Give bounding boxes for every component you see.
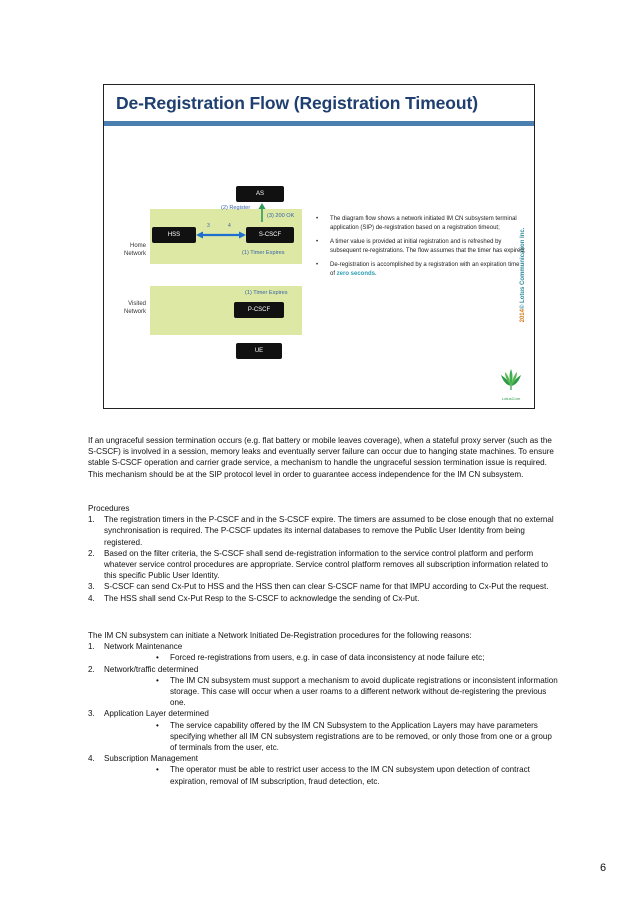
page-number: 6 xyxy=(600,862,607,874)
node-s-cscf: S-CSCF xyxy=(246,227,294,243)
procedure-item: 4. The HSS shall send Cx-Put Resp to the S-CSCF to acknowledge the sending of Cx-Put. xyxy=(88,593,420,603)
bullet-icon: • xyxy=(316,262,319,269)
reason-detail: • Forced re-registrations from users, e.g. in case of data inconsistency at node failure etc; xyxy=(156,653,485,663)
lotus-logo-icon xyxy=(499,365,523,397)
ok-label: (3) 200 OK xyxy=(267,213,295,219)
timer-expires-pcscf-label: (1) Timer Expires xyxy=(245,290,288,296)
step-3-label: 3 xyxy=(207,223,210,229)
node-p-cscf: P-CSCF xyxy=(234,302,284,318)
procedure-item: 1. The registration timers in the P-CSCF and in the S-CSCF expire. The timers are assumed to be close enough that no external synchronisation is required. The P-CSCF updates its internal databases to remove the Public User Identity from being registered. xyxy=(88,515,554,547)
reason-item: 2. Network/traffic determined • The IM CN subsystem must support a mechanism to avoid duplicate registrations or inconsistent information storage. This case will occur when a user roams to a different network without de-registering the previous one. xyxy=(88,664,558,708)
slide-bullet: • A timer value is provided at initial registration and is refreshed by subsequent re-registrations. The flow assumes that the timer has expired; xyxy=(316,239,526,254)
copyright-year: 2014 xyxy=(520,309,526,323)
bullet-icon: • xyxy=(156,653,159,663)
procedures-section xyxy=(88,503,558,604)
home-network-label: Home Network xyxy=(123,243,146,257)
highlight-zero-seconds: zero seconds xyxy=(336,270,376,277)
slide-title: De-Registration Flow (Registration Timeout) xyxy=(116,93,478,113)
procedure-item: 2. Based on the filter criteria, the S-CSCF shall send de-registration information to the service control platform and perform whatever service control procedures are appropriate. Service control platform removes all subscription information related to this specific Public User Identity. xyxy=(88,548,549,581)
procedure-item: 3. S-CSCF can send Cx-Put to HSS and the HSS then can clear S-CSCF name for that IMPU according to Cx-Put the request. xyxy=(88,582,549,592)
slide-bullet: • De-registration is accomplished by a registration with an expiration time of zero seconds. xyxy=(316,262,520,277)
reason-item: 4. Subscription Management • The operator must be able to restrict user access to the IM CN subsystem upon detection of contract expiration, removal of IM subscription, fraud detection, etc. xyxy=(88,753,558,787)
bullet-icon: • xyxy=(156,675,159,685)
reason-detail: • The IM CN subsystem must support a mechanism to avoid duplicate registrations or inconsistent information storage. This case will occur when a user roams to a different network without de-registering the previous one. xyxy=(156,675,558,708)
reason-detail: • The operator must be able to restrict user access to the IM CN subsystem upon detection of contract expiration, removal of IM subscription, fraud detection, etc. xyxy=(156,765,530,786)
bullet-icon: • xyxy=(156,765,159,775)
procedures-heading: Procedures xyxy=(88,504,130,513)
arrowhead-right-icon xyxy=(239,232,246,239)
bullet-icon: • xyxy=(316,239,319,246)
visited-network-label: Visited Network xyxy=(123,301,146,315)
slide-image xyxy=(103,84,535,409)
reasons-list xyxy=(88,641,558,787)
slide-bullet-list xyxy=(316,215,526,285)
reason-detail: • The service capability offered by the IM CN Subsystem to the Application Layers may have parameters specifying whether all IM CN subsystem registrations are to be removed, or only those from one or a group of terminals from the user, etc. xyxy=(156,720,552,753)
bullet-icon: • xyxy=(316,216,319,222)
intro-paragraph: If an ungraceful session termination occurs (e.g. flat battery or mobile leaves coverage), when a stateful proxy server (such as the S-CSCF) is involved in a session, memory leaks and eventually server failure can occur due to hanging state machines. To ensure stable S-CSCF operation and carrier grade service, a mechanism to handle the ungraceful session termination issue is required. This mechanism should be at the SIP protocol level in order to guarantee access independence for the IM CN subsystem. xyxy=(88,436,554,479)
timer-expires-scscf-label: (1) Timer Expires xyxy=(242,250,285,256)
bullet-icon: • xyxy=(156,720,159,730)
step-4-label: 4 xyxy=(228,223,231,229)
node-hss: HSS xyxy=(152,227,196,243)
register-label: (2) Register xyxy=(221,205,251,211)
node-as: AS xyxy=(236,186,284,202)
logo-caption: LotusCom xyxy=(501,396,521,401)
node-ue: UE xyxy=(236,343,282,359)
reason-item: 1. Network Maintenance • Forced re-registrations from users, e.g. in case of data inconsistency at node failure etc; xyxy=(88,641,558,663)
slide-bullet: • The diagram flow shows a network initiated IM CN subsystem terminal application (SIP) de-registration based on a registration timeout; xyxy=(316,216,517,231)
reasons-intro: The IM CN subsystem can initiate a Network Initiated De-Registration procedures for the following reasons: xyxy=(88,631,472,640)
copyright-holder: © Lotus Communication Inc. xyxy=(520,227,526,310)
reasons-section xyxy=(88,630,558,787)
reason-item: 3. Application Layer determined • The service capability offered by the IM CN Subsystem to the Application Layers may have parameters specifying whether all IM CN subsystem registrations are to be removed, or only those from one or a group of terminals from the user, etc. xyxy=(88,708,558,753)
arrowhead-left-icon xyxy=(196,232,203,239)
procedures-list xyxy=(88,514,558,604)
arrowhead-up-icon xyxy=(259,203,266,209)
